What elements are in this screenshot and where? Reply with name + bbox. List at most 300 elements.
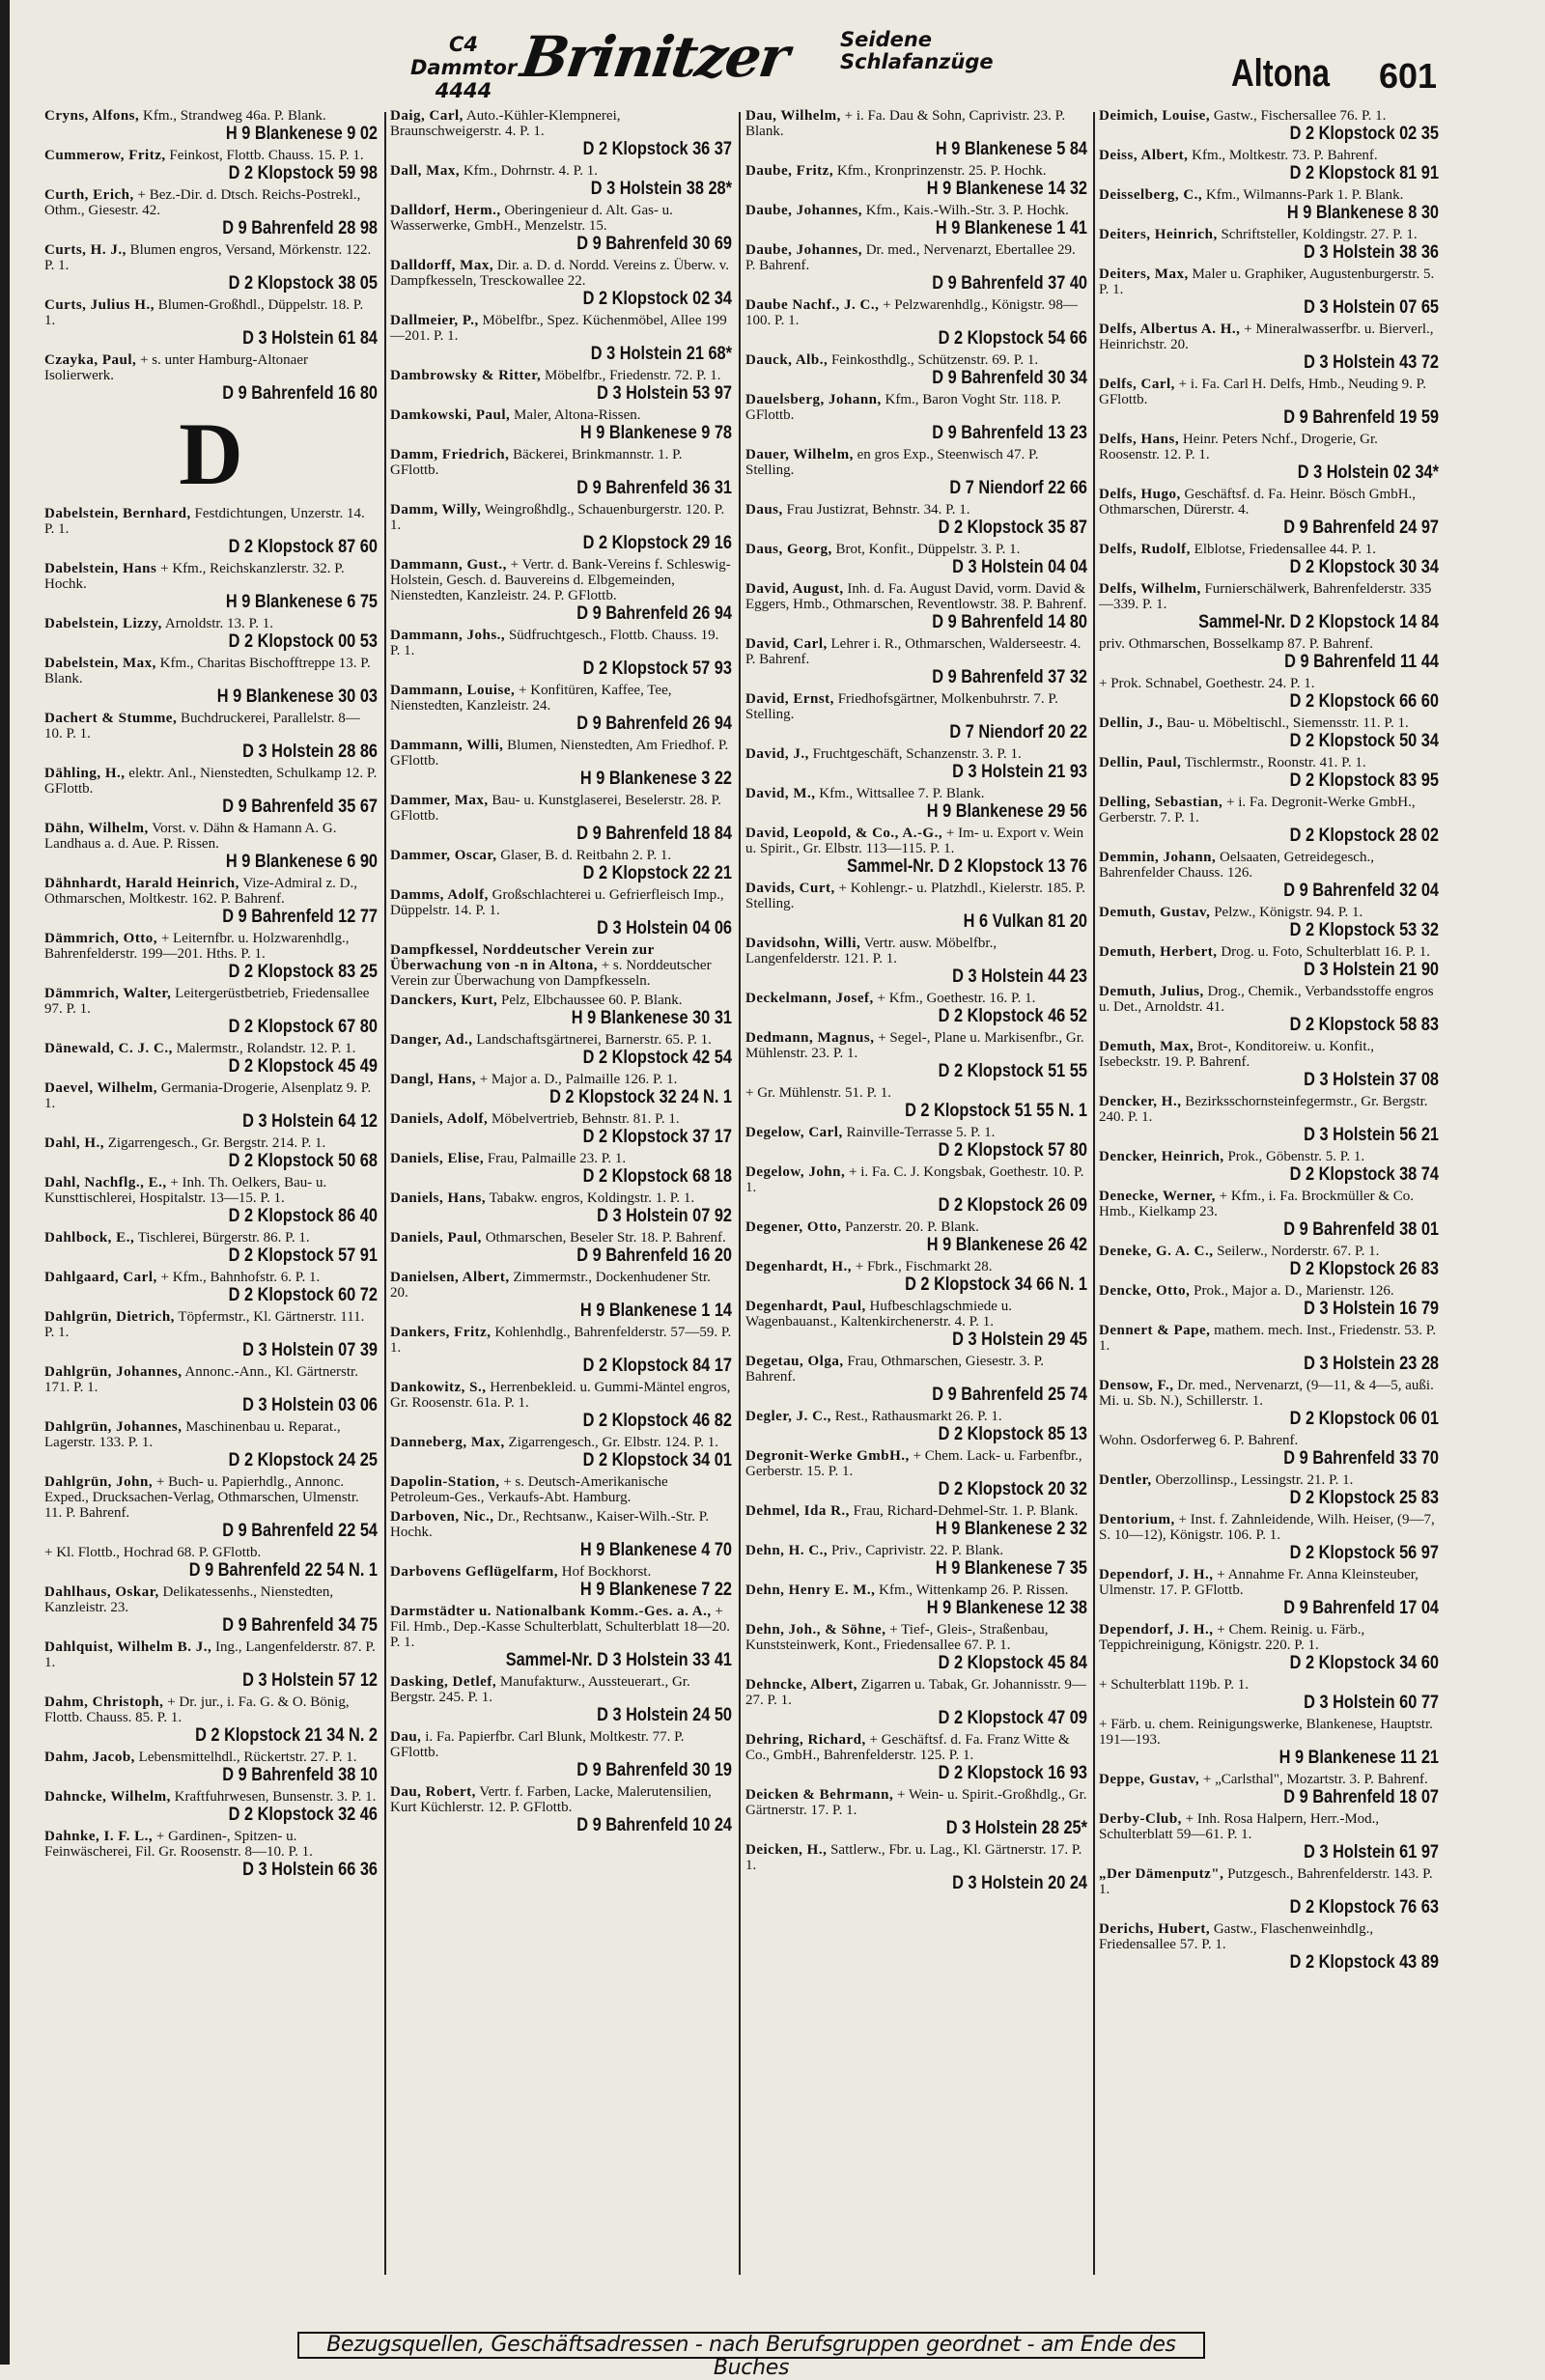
entry-phone: D 7 Niendorf 22 66 bbox=[949, 478, 1087, 498]
entry-name: Damm, Friedrich, bbox=[390, 447, 510, 462]
entry-name: Daig, Carl, bbox=[390, 108, 464, 124]
entry-details: Feinkosthdlg., Schützenstr. 69. P. 1. bbox=[830, 352, 1039, 368]
entry-details: + Wein- u. Spirit.-Großhdlg., Gr. Gärtnerstr. 17. P. 1. bbox=[745, 1787, 1087, 1818]
directory-entry bbox=[745, 1164, 1087, 1216]
directory-entry bbox=[390, 1190, 732, 1226]
entry-name: Dentorium, bbox=[1099, 1512, 1175, 1527]
entry-text bbox=[390, 1674, 732, 1705]
entry-name: Deicken, H., bbox=[745, 1842, 828, 1858]
entry-details: + Kfm., Reichskanzlerstr. 32. P. Hochk. bbox=[44, 561, 345, 592]
entry-text bbox=[390, 683, 732, 714]
entry-name: Daube, Johannes, bbox=[745, 242, 862, 258]
entry-name: Degener, Otto, bbox=[745, 1219, 842, 1235]
directory-entry bbox=[390, 1380, 732, 1431]
entry-phone: H 9 Blankenese 11 21 bbox=[1278, 1748, 1439, 1768]
directory-entry bbox=[390, 993, 732, 1028]
entry-text bbox=[44, 1789, 378, 1805]
entry-phone: D 3 Holstein 64 12 bbox=[242, 1111, 378, 1132]
entry-phone: D 2 Klopstock 32 24 N. 1 bbox=[549, 1087, 732, 1107]
entry-text bbox=[1099, 905, 1439, 920]
directory-entry bbox=[390, 1270, 732, 1321]
entry-name: Dellin, J., bbox=[1099, 715, 1164, 731]
entry-name: Dahlgaard, Carl, bbox=[44, 1270, 157, 1285]
directory-entry bbox=[745, 1448, 1087, 1499]
directory-entry bbox=[44, 1080, 378, 1132]
entry-phone: D 2 Klopstock 45 84 bbox=[938, 1653, 1087, 1673]
entry-details: + Vertr. d. Bank-Vereins f. Schleswig-Holstein, Gesch. d. Bauvereins d. Elbgemeinden, Nienstedten, Kanzleistr. 24. P. GFlottb. bbox=[390, 557, 731, 603]
entry-details: + Färb. u. chem. Reinigungswerke, Blankenese, Hauptstr. 191—193. bbox=[1099, 1717, 1433, 1748]
entry-name: Delfs, Albertus A. H., bbox=[1099, 322, 1241, 337]
entry-text bbox=[1099, 227, 1439, 242]
directory-entry bbox=[44, 1750, 378, 1785]
entry-name: Dahl, Nachflg., E., bbox=[44, 1175, 167, 1190]
entry-phone: D 3 Holstein 61 97 bbox=[1304, 1842, 1439, 1862]
entry-name: Davidsohn, Willi, bbox=[745, 936, 861, 951]
entry-name: Dabelstein, Max, bbox=[44, 656, 156, 671]
entry-phone: D 2 Klopstock 50 68 bbox=[228, 1151, 378, 1171]
entry-phone: D 9 Bahrenfeld 26 94 bbox=[576, 603, 732, 624]
entry-name: Dabelstein, Lizzy, bbox=[44, 616, 162, 631]
entry-text bbox=[745, 1582, 1087, 1598]
entry-phone: H 9 Blankenese 29 56 bbox=[926, 801, 1087, 822]
entry-phone: D 9 Bahrenfeld 13 23 bbox=[932, 423, 1087, 443]
entry-name: Degenhardt, H., bbox=[745, 1259, 852, 1274]
directory-entry bbox=[1099, 487, 1439, 538]
entry-name: Dammer, Oscar, bbox=[390, 848, 497, 863]
entry-name: Danckers, Kurt, bbox=[390, 993, 498, 1008]
entry-phone: D 2 Klopstock 37 17 bbox=[582, 1127, 732, 1147]
entry-text bbox=[745, 1787, 1087, 1818]
entry-name: Degetau, Olga, bbox=[745, 1354, 844, 1369]
entry-phone: H 9 Blankenese 7 35 bbox=[935, 1558, 1087, 1579]
city-heading: Altona bbox=[1231, 52, 1331, 95]
entry-phone: D 3 Holstein 38 36 bbox=[1304, 242, 1439, 263]
entry-details: Leitergerüstbetrieb, Friedensallee 97. P. 1. bbox=[44, 986, 370, 1017]
entry-name: Dammann, Johs., bbox=[390, 628, 506, 643]
entry-name: „Der Dämenputz", bbox=[1099, 1866, 1224, 1882]
entry-text bbox=[390, 368, 732, 383]
entry-phone: H 9 Blankenese 30 31 bbox=[571, 1008, 732, 1028]
entry-name: Cummerow, Fritz, bbox=[44, 148, 166, 163]
directory-entry bbox=[745, 203, 1087, 238]
entry-details: + Inh. Rosa Halpern, Herr.-Mod., Schulterblatt 59—61. P. 1. bbox=[1099, 1811, 1380, 1842]
entry-phone: H 9 Blankenese 8 30 bbox=[1286, 203, 1439, 223]
directory-entry bbox=[745, 1677, 1087, 1728]
entry-details: Arnoldstr. 13. P. 1. bbox=[164, 616, 273, 631]
entry-details: Oberingenieur d. Alt. Gas- u. Wasserwerke, GmbH., Menzelstr. 15. bbox=[390, 203, 673, 234]
entry-text bbox=[745, 1732, 1087, 1763]
entry-phone: D 2 Klopstock 83 95 bbox=[1289, 770, 1439, 791]
entry-phone: D 2 Klopstock 87 60 bbox=[228, 537, 378, 557]
directory-entry bbox=[1099, 266, 1439, 318]
directory-entry bbox=[745, 936, 1087, 987]
entry-text bbox=[745, 1448, 1087, 1479]
entry-text bbox=[390, 1151, 732, 1166]
entry-details: + Segel-, Plane u. Markisenfbr., Gr. Mühlenstr. 23. P. 1. bbox=[745, 1030, 1084, 1061]
entry-name: Dambrowsky & Ritter, bbox=[390, 368, 542, 383]
entry-text bbox=[745, 1354, 1087, 1385]
entry-name: Dänewald, C. J. C., bbox=[44, 1041, 173, 1056]
entry-details: Kfm., Strandweg 46a. P. Blank. bbox=[143, 108, 326, 124]
entry-text bbox=[1099, 581, 1439, 612]
entry-text bbox=[390, 1435, 732, 1450]
column-divider bbox=[384, 112, 386, 2275]
entry-phone: D 9 Bahrenfeld 35 67 bbox=[222, 797, 378, 817]
entry-name: Dencke, Otto, bbox=[1099, 1283, 1191, 1299]
entry-details: + Kfm., i. Fa. Brockmüller & Co. Hmb., Kielkamp 23. bbox=[1099, 1189, 1415, 1219]
entry-text bbox=[390, 1111, 732, 1127]
advert-address-line: C4 Dammtor bbox=[410, 33, 518, 79]
directory-entry bbox=[44, 1135, 378, 1171]
directory-entry bbox=[44, 931, 378, 982]
entry-name: Dahlgrün, Johannes, bbox=[44, 1364, 183, 1380]
entry-text bbox=[44, 1639, 378, 1670]
entry-text bbox=[1099, 676, 1439, 691]
entry-phone: H 9 Blankenese 14 32 bbox=[926, 179, 1087, 199]
directory-entry bbox=[1099, 1717, 1439, 1768]
entry-name: Degelow, John, bbox=[745, 1164, 846, 1180]
entry-details: Bau- u. Möbeltischl., Siemensstr. 11. P. 1. bbox=[1166, 715, 1409, 731]
entry-name: Demuth, Julius, bbox=[1099, 984, 1204, 999]
entry-text bbox=[44, 616, 378, 631]
entry-phone: D 3 Holstein 43 72 bbox=[1304, 352, 1439, 373]
directory-entry bbox=[44, 1309, 378, 1360]
entry-details: Kfm., Baron Voght Str. 118. P. GFlottb. bbox=[745, 392, 1061, 423]
entry-details: Frau, Richard-Dehmel-Str. 1. P. Blank. bbox=[853, 1503, 1079, 1519]
entry-details: Blumen-Großhdl., Düppelstr. 18. P. 1. bbox=[44, 297, 364, 328]
directory-entry bbox=[1099, 322, 1439, 373]
entry-details: Bäckerei, Brinkmannstr. 1. P. GFlottb. bbox=[390, 447, 683, 478]
entry-details: + Gr. Mühlenstr. 51. P. 1. bbox=[745, 1085, 891, 1101]
entry-details: Zigarrengesch., Gr. Elbstr. 124. P. 1. bbox=[508, 1435, 718, 1450]
entry-phone: D 2 Klopstock 42 54 bbox=[582, 1048, 732, 1068]
entry-details: + Konfitüren, Kaffee, Tee, Nienstedten, Kanzleistr. 24. bbox=[390, 683, 672, 714]
entry-phone: D 2 Klopstock 53 32 bbox=[1289, 920, 1439, 940]
entry-text bbox=[745, 392, 1087, 423]
entry-text bbox=[44, 1080, 378, 1111]
entry-text bbox=[44, 1309, 378, 1340]
entry-phone: D 2 Klopstock 56 97 bbox=[1289, 1543, 1439, 1563]
entry-text bbox=[390, 1325, 732, 1356]
advert-tagline bbox=[840, 29, 994, 73]
entry-details: Rest., Rathausmarkt 26. P. 1. bbox=[834, 1409, 1002, 1424]
entry-details: Frau, Othmarschen, Giesestr. 3. P. Bahrenf. bbox=[745, 1354, 1045, 1385]
entry-name: David, August, bbox=[745, 581, 844, 597]
entry-name: Darboven, Nic., bbox=[390, 1509, 494, 1525]
directory-entry bbox=[1099, 944, 1439, 980]
entry-text bbox=[1099, 1772, 1439, 1787]
directory-entry bbox=[1099, 755, 1439, 791]
entry-phone: H 9 Blankenese 4 70 bbox=[579, 1540, 732, 1560]
entry-name: Dangl, Hans, bbox=[390, 1072, 476, 1087]
entry-name: Dehn, Joh., & Söhne, bbox=[745, 1622, 886, 1638]
entry-phone: D 3 Holstein 16 79 bbox=[1304, 1299, 1439, 1319]
entry-text bbox=[390, 1784, 732, 1815]
entry-details: + Tief-, Gleis-, Straßenbau, Kunststeinwerk, Kont., Friedensallee 67. P. 1. bbox=[745, 1622, 1049, 1653]
directory-entry bbox=[1099, 795, 1439, 846]
entry-details: Gastw., Fischersallee 76. P. 1. bbox=[1213, 108, 1387, 124]
entry-details: Brot, Konfit., Düppelstr. 3. P. 1. bbox=[835, 542, 1021, 557]
entry-phone: Sammel-Nr. D 3 Holstein 33 41 bbox=[505, 1650, 732, 1670]
entry-name: Dehmel, Ida R., bbox=[745, 1503, 850, 1519]
directory-entry bbox=[44, 1474, 378, 1541]
entry-details: + Geschäftsf. d. Fa. Franz Witte & Co., GmbH., Bahrenfelderstr. 125. P. 1. bbox=[745, 1732, 1070, 1763]
entry-details: Priv., Caprivistr. 22. P. Blank. bbox=[830, 1543, 1004, 1558]
entry-phone: H 9 Blankenese 12 38 bbox=[926, 1598, 1087, 1618]
entry-details: Inh. d. Fa. August David, vorm. David & Eggers, Hmb., Othmarschen, Reventlowstr. 38. P. Bahrenf. bbox=[745, 581, 1087, 612]
entry-name: Dau, Robert, bbox=[390, 1784, 476, 1800]
entry-details: Rainville-Terrasse 5. P. 1. bbox=[846, 1125, 996, 1140]
entry-text bbox=[745, 1622, 1087, 1653]
entry-details: + s. Norddeutscher Verein zur Überwachung von Dampfkesseln. bbox=[390, 958, 712, 989]
entry-text bbox=[745, 1503, 1087, 1519]
entry-name: Dependorf, J. H., bbox=[1099, 1622, 1214, 1638]
entry-text bbox=[745, 826, 1087, 856]
entry-text bbox=[390, 887, 732, 918]
entry-details: + Inst. f. Zahnleidende, Wilh. Heiser, (9—7, S. 10—12), Königstr. 106. P. 1. bbox=[1099, 1512, 1435, 1543]
entry-details: Tischlermstr., Roonstr. 41. P. 1. bbox=[1184, 755, 1366, 770]
entry-text bbox=[390, 108, 732, 139]
entry-details: Manufakturw., Aussteuerart., Gr. Bergstr. 245. P. 1. bbox=[390, 1674, 690, 1705]
entry-phone: D 2 Klopstock 38 74 bbox=[1289, 1164, 1439, 1185]
section-letter: D bbox=[179, 405, 243, 503]
entry-text bbox=[1099, 108, 1439, 124]
entry-name: Dachert & Stumme, bbox=[44, 711, 178, 726]
entry-details: mathem. mech. Inst., Friedenstr. 53. P. 1. bbox=[1099, 1323, 1437, 1354]
entry-details: Kfm., Charitas Bischofftreppe 13. P. Blank. bbox=[44, 656, 371, 686]
entry-phone: D 2 Klopstock 34 60 bbox=[1289, 1653, 1439, 1673]
entry-phone: Sammel-Nr. D 2 Klopstock 13 76 bbox=[847, 856, 1087, 877]
entry-phone: D 3 Holstein 23 28 bbox=[1304, 1354, 1439, 1374]
entry-text bbox=[390, 502, 732, 533]
directory-entry bbox=[1099, 377, 1439, 428]
entry-details: Zigarren u. Tabak, Gr. Johannisstr. 9—27. P. 1. bbox=[745, 1677, 1086, 1708]
entry-details: + i. Fa. Dau & Sohn, Caprivistr. 23. P. Blank. bbox=[745, 108, 1066, 139]
entry-text bbox=[745, 447, 1087, 478]
entry-name: Damkowski, Paul, bbox=[390, 407, 511, 423]
directory-entry bbox=[1099, 905, 1439, 940]
entry-text bbox=[745, 1543, 1087, 1558]
directory-entry bbox=[1099, 227, 1439, 263]
entry-phone: D 2 Klopstock 85 13 bbox=[938, 1424, 1087, 1444]
entry-phone: D 2 Klopstock 06 01 bbox=[1289, 1409, 1439, 1429]
directory-entry bbox=[1099, 1244, 1439, 1279]
entry-phone: D 2 Klopstock 60 72 bbox=[228, 1285, 378, 1305]
directory-entry bbox=[390, 683, 732, 734]
entry-details: Prok., Major a. D., Marienstr. 126. bbox=[1194, 1283, 1394, 1299]
entry-name: Daube Nachf., J. C., bbox=[745, 297, 880, 313]
entry-text bbox=[1099, 1283, 1439, 1299]
entry-details: + Mineralwasserfbr. u. Bierverl., Heinrichstr. 20. bbox=[1099, 322, 1434, 352]
entry-details: Friedhofsgärtner, Molkenbuhrstr. 7. P. Stelling. bbox=[745, 691, 1058, 722]
entry-name: Dammann, Louise, bbox=[390, 683, 516, 698]
directory-entry bbox=[390, 407, 732, 443]
entry-name: Dalldorff, Max, bbox=[390, 258, 494, 273]
directory-entry bbox=[1099, 1039, 1439, 1090]
entry-phone: H 9 Blankenese 1 14 bbox=[579, 1301, 732, 1321]
directory-entry bbox=[390, 502, 732, 553]
entry-details: Prok., Göbenstr. 5. P. 1. bbox=[1227, 1149, 1365, 1164]
entry-phone: D 2 Klopstock 35 87 bbox=[938, 518, 1087, 538]
entry-phone: D 9 Bahrenfeld 30 34 bbox=[932, 368, 1087, 388]
entry-details: Vize-Admiral z. D., Othmarschen, Moltkestr. 162. P. Bahrenf. bbox=[44, 876, 357, 907]
entry-phone: D 2 Klopstock 22 21 bbox=[582, 863, 732, 883]
entry-name: Dähnhardt, Harald Heinrich, bbox=[44, 876, 239, 891]
directory-entry bbox=[44, 876, 378, 927]
directory-entry bbox=[1099, 1866, 1439, 1918]
directory-entry bbox=[390, 1604, 732, 1670]
directory-entry bbox=[1099, 1283, 1439, 1319]
directory-entry bbox=[390, 368, 732, 404]
entry-name: David, Ernst, bbox=[745, 691, 834, 707]
entry-phone: D 2 Klopstock 57 80 bbox=[938, 1140, 1087, 1161]
entry-text bbox=[44, 148, 378, 163]
entry-text bbox=[745, 542, 1087, 557]
entry-details: + Prok. Schnabel, Goethestr. 24. P. 1. bbox=[1099, 676, 1315, 691]
entry-text bbox=[390, 1230, 732, 1246]
entry-text bbox=[1099, 984, 1439, 1015]
entry-text bbox=[390, 447, 732, 478]
entry-phone: D 3 Holstein 07 92 bbox=[597, 1206, 732, 1226]
entry-name: Demuth, Max, bbox=[1099, 1039, 1194, 1054]
entry-phone: H 9 Blankenese 2 32 bbox=[935, 1519, 1087, 1539]
directory-entry bbox=[390, 1474, 732, 1505]
directory-entry bbox=[1099, 108, 1439, 144]
entry-phone: D 3 Holstein 44 23 bbox=[952, 966, 1087, 987]
directory-entry bbox=[390, 108, 732, 159]
entry-name: Danger, Ad., bbox=[390, 1032, 473, 1048]
entry-details: Kfm., Kais.-Wilh.-Str. 3. P. Hochk. bbox=[865, 203, 1069, 218]
entry-text bbox=[1099, 1149, 1439, 1164]
entry-text bbox=[1099, 187, 1439, 203]
directory-entry bbox=[745, 1085, 1087, 1121]
entry-text bbox=[745, 1030, 1087, 1061]
entry-text bbox=[1099, 322, 1439, 352]
entry-name: Dähling, H., bbox=[44, 766, 126, 781]
directory-entry bbox=[390, 887, 732, 938]
entry-text bbox=[44, 986, 378, 1017]
entry-details: + Bez.-Dir. d. Dtsch. Reichs-Postrekl., Othm., Giesestr. 42. bbox=[44, 187, 361, 218]
column-divider bbox=[1093, 112, 1095, 2275]
entry-text bbox=[745, 1085, 1087, 1101]
entry-details: Heinr. Peters Nchf., Drogerie, Gr. Roosenstr. 12. P. 1. bbox=[1099, 432, 1378, 462]
entry-phone: D 9 Bahrenfeld 38 01 bbox=[1283, 1219, 1439, 1240]
entry-details: + Kfm., Bahnhofstr. 6. P. 1. bbox=[160, 1270, 321, 1285]
entry-name: Degelow, Carl, bbox=[745, 1125, 843, 1140]
entry-details: + Gardinen-, Spitzen- u. Feinwäscherei, Fil. Gr. Roosenstr. 8—10. P. 1. bbox=[44, 1829, 313, 1860]
entry-name: Dennert & Pape, bbox=[1099, 1323, 1211, 1338]
directory-entry bbox=[390, 1072, 732, 1107]
directory-entry bbox=[44, 1829, 378, 1880]
entry-details: Südfruchtgesch., Flottb. Chauss. 19. P. 1. bbox=[390, 628, 719, 658]
entry-text bbox=[745, 108, 1087, 139]
entry-phone: D 3 Holstein 37 08 bbox=[1304, 1070, 1439, 1090]
entry-name: Davids, Curt, bbox=[745, 881, 835, 896]
entry-text bbox=[745, 502, 1087, 518]
entry-text bbox=[745, 1299, 1087, 1330]
entry-name: Dallmeier, P., bbox=[390, 313, 479, 328]
entry-text bbox=[1099, 1866, 1439, 1897]
entry-phone: H 9 Blankenese 6 75 bbox=[225, 592, 378, 612]
directory-column bbox=[390, 108, 732, 2232]
entry-name: Dehn, H. C., bbox=[745, 1543, 829, 1558]
entry-details: Furnierschälwerk, Bahrenfelderstr. 335—339. P. 1. bbox=[1099, 581, 1432, 612]
directory-entry bbox=[745, 1299, 1087, 1350]
entry-text bbox=[1099, 1622, 1439, 1653]
entry-phone: D 2 Klopstock 16 93 bbox=[938, 1763, 1087, 1783]
entry-text bbox=[745, 746, 1087, 762]
entry-details: Möbelfbr., Friedenstr. 72. P. 1. bbox=[545, 368, 721, 383]
entry-details: Festdichtungen, Unzerstr. 14. P. 1. bbox=[44, 506, 365, 537]
entry-details: Schriftsteller, Koldingstr. 27. P. 1. bbox=[1221, 227, 1418, 242]
entry-name: David, M., bbox=[745, 786, 816, 801]
directory-entry bbox=[1099, 1622, 1439, 1673]
entry-phone: D 3 Holstein 53 97 bbox=[597, 383, 732, 404]
entry-details: i. Fa. Papierfbr. Carl Blunk, Moltkestr. 77. P. GFlottb. bbox=[390, 1729, 685, 1760]
entry-details: + „Carlsthal", Mozartstr. 3. P. Bahrenf. bbox=[1202, 1772, 1428, 1787]
entry-phone: D 2 Klopstock 81 91 bbox=[1289, 163, 1439, 183]
entry-text bbox=[1099, 1811, 1439, 1842]
entry-name: Curts, Julius H., bbox=[44, 297, 154, 313]
page-number: 601 bbox=[1379, 56, 1438, 96]
entry-phone: H 9 Blankenese 7 22 bbox=[579, 1580, 732, 1600]
directory-column bbox=[44, 108, 378, 2232]
entry-phone: D 3 Holstein 07 65 bbox=[1304, 297, 1439, 318]
entry-text bbox=[390, 942, 732, 989]
entry-name: Deimich, Louise, bbox=[1099, 108, 1211, 124]
entry-details: Vertr. ausw. Möbelfbr., Langenfelderstr. 121. P. 1. bbox=[745, 936, 997, 966]
directory-entry bbox=[390, 1151, 732, 1187]
directory-entry bbox=[745, 1842, 1087, 1893]
entry-name: Dahncke, Wilhelm, bbox=[44, 1789, 171, 1805]
entry-text bbox=[390, 1604, 732, 1650]
entry-details: Glaser, B. d. Reitbahn 2. P. 1. bbox=[500, 848, 672, 863]
entry-phone: H 9 Blankenese 1 41 bbox=[935, 218, 1087, 238]
directory-entry bbox=[390, 447, 732, 498]
directory-entry bbox=[745, 786, 1087, 822]
entry-details: elektr. Anl., Nienstedten, Schulkamp 12. P. GFlottb. bbox=[44, 766, 378, 797]
entry-details: + Chem. Lack- u. Farbenfbr., Gerberstr. 15. P. 1. bbox=[745, 1448, 1082, 1479]
directory-entry bbox=[390, 1784, 732, 1835]
entry-phone: D 9 Bahrenfeld 26 94 bbox=[576, 714, 732, 734]
entry-phone: D 2 Klopstock 54 66 bbox=[938, 328, 1087, 349]
entry-name: Dahlbock, E., bbox=[44, 1230, 135, 1246]
directory-entry bbox=[390, 203, 732, 254]
entry-phone: D 9 Bahrenfeld 16 80 bbox=[222, 383, 378, 404]
directory-entry bbox=[44, 1364, 378, 1415]
entry-details: Zigarrengesch., Gr. Bergstr. 214. P. 1. bbox=[107, 1135, 326, 1151]
entry-name: Dahlquist, Wilhelm B. J., bbox=[44, 1639, 212, 1655]
entry-phone: D 2 Klopstock 30 34 bbox=[1289, 557, 1439, 577]
directory-entry bbox=[1099, 542, 1439, 577]
entry-phone: D 9 Bahrenfeld 19 59 bbox=[1283, 407, 1439, 428]
entry-phone: H 9 Blankenese 6 90 bbox=[225, 852, 378, 872]
entry-name: Deppe, Gustav, bbox=[1099, 1772, 1200, 1787]
entry-details: Pelz, Elbchaussee 60. P. Blank. bbox=[501, 993, 683, 1008]
entry-details: + Buch- u. Papierhdlg., Annonc. Exped., Drucksachen-Verlag, Othmarschen, Ulmenstr. 11. P. Bahrenf. bbox=[44, 1474, 359, 1521]
directory-entry bbox=[1099, 148, 1439, 183]
advert-tagline-line: Seidene bbox=[840, 28, 933, 51]
entry-details: Tischlerei, Bürgerstr. 86. P. 1. bbox=[137, 1230, 310, 1246]
entry-name: Dehring, Richard, bbox=[745, 1732, 866, 1748]
entry-text bbox=[390, 1190, 732, 1206]
directory-entry bbox=[1099, 984, 1439, 1035]
directory-entry bbox=[390, 258, 732, 309]
entry-name: Dämmrich, Otto, bbox=[44, 931, 158, 946]
entry-name: Delfs, Rudolf, bbox=[1099, 542, 1191, 557]
entry-phone: H 6 Vulkan 81 20 bbox=[963, 911, 1087, 932]
entry-phone: D 3 Holstein 07 39 bbox=[242, 1340, 378, 1360]
